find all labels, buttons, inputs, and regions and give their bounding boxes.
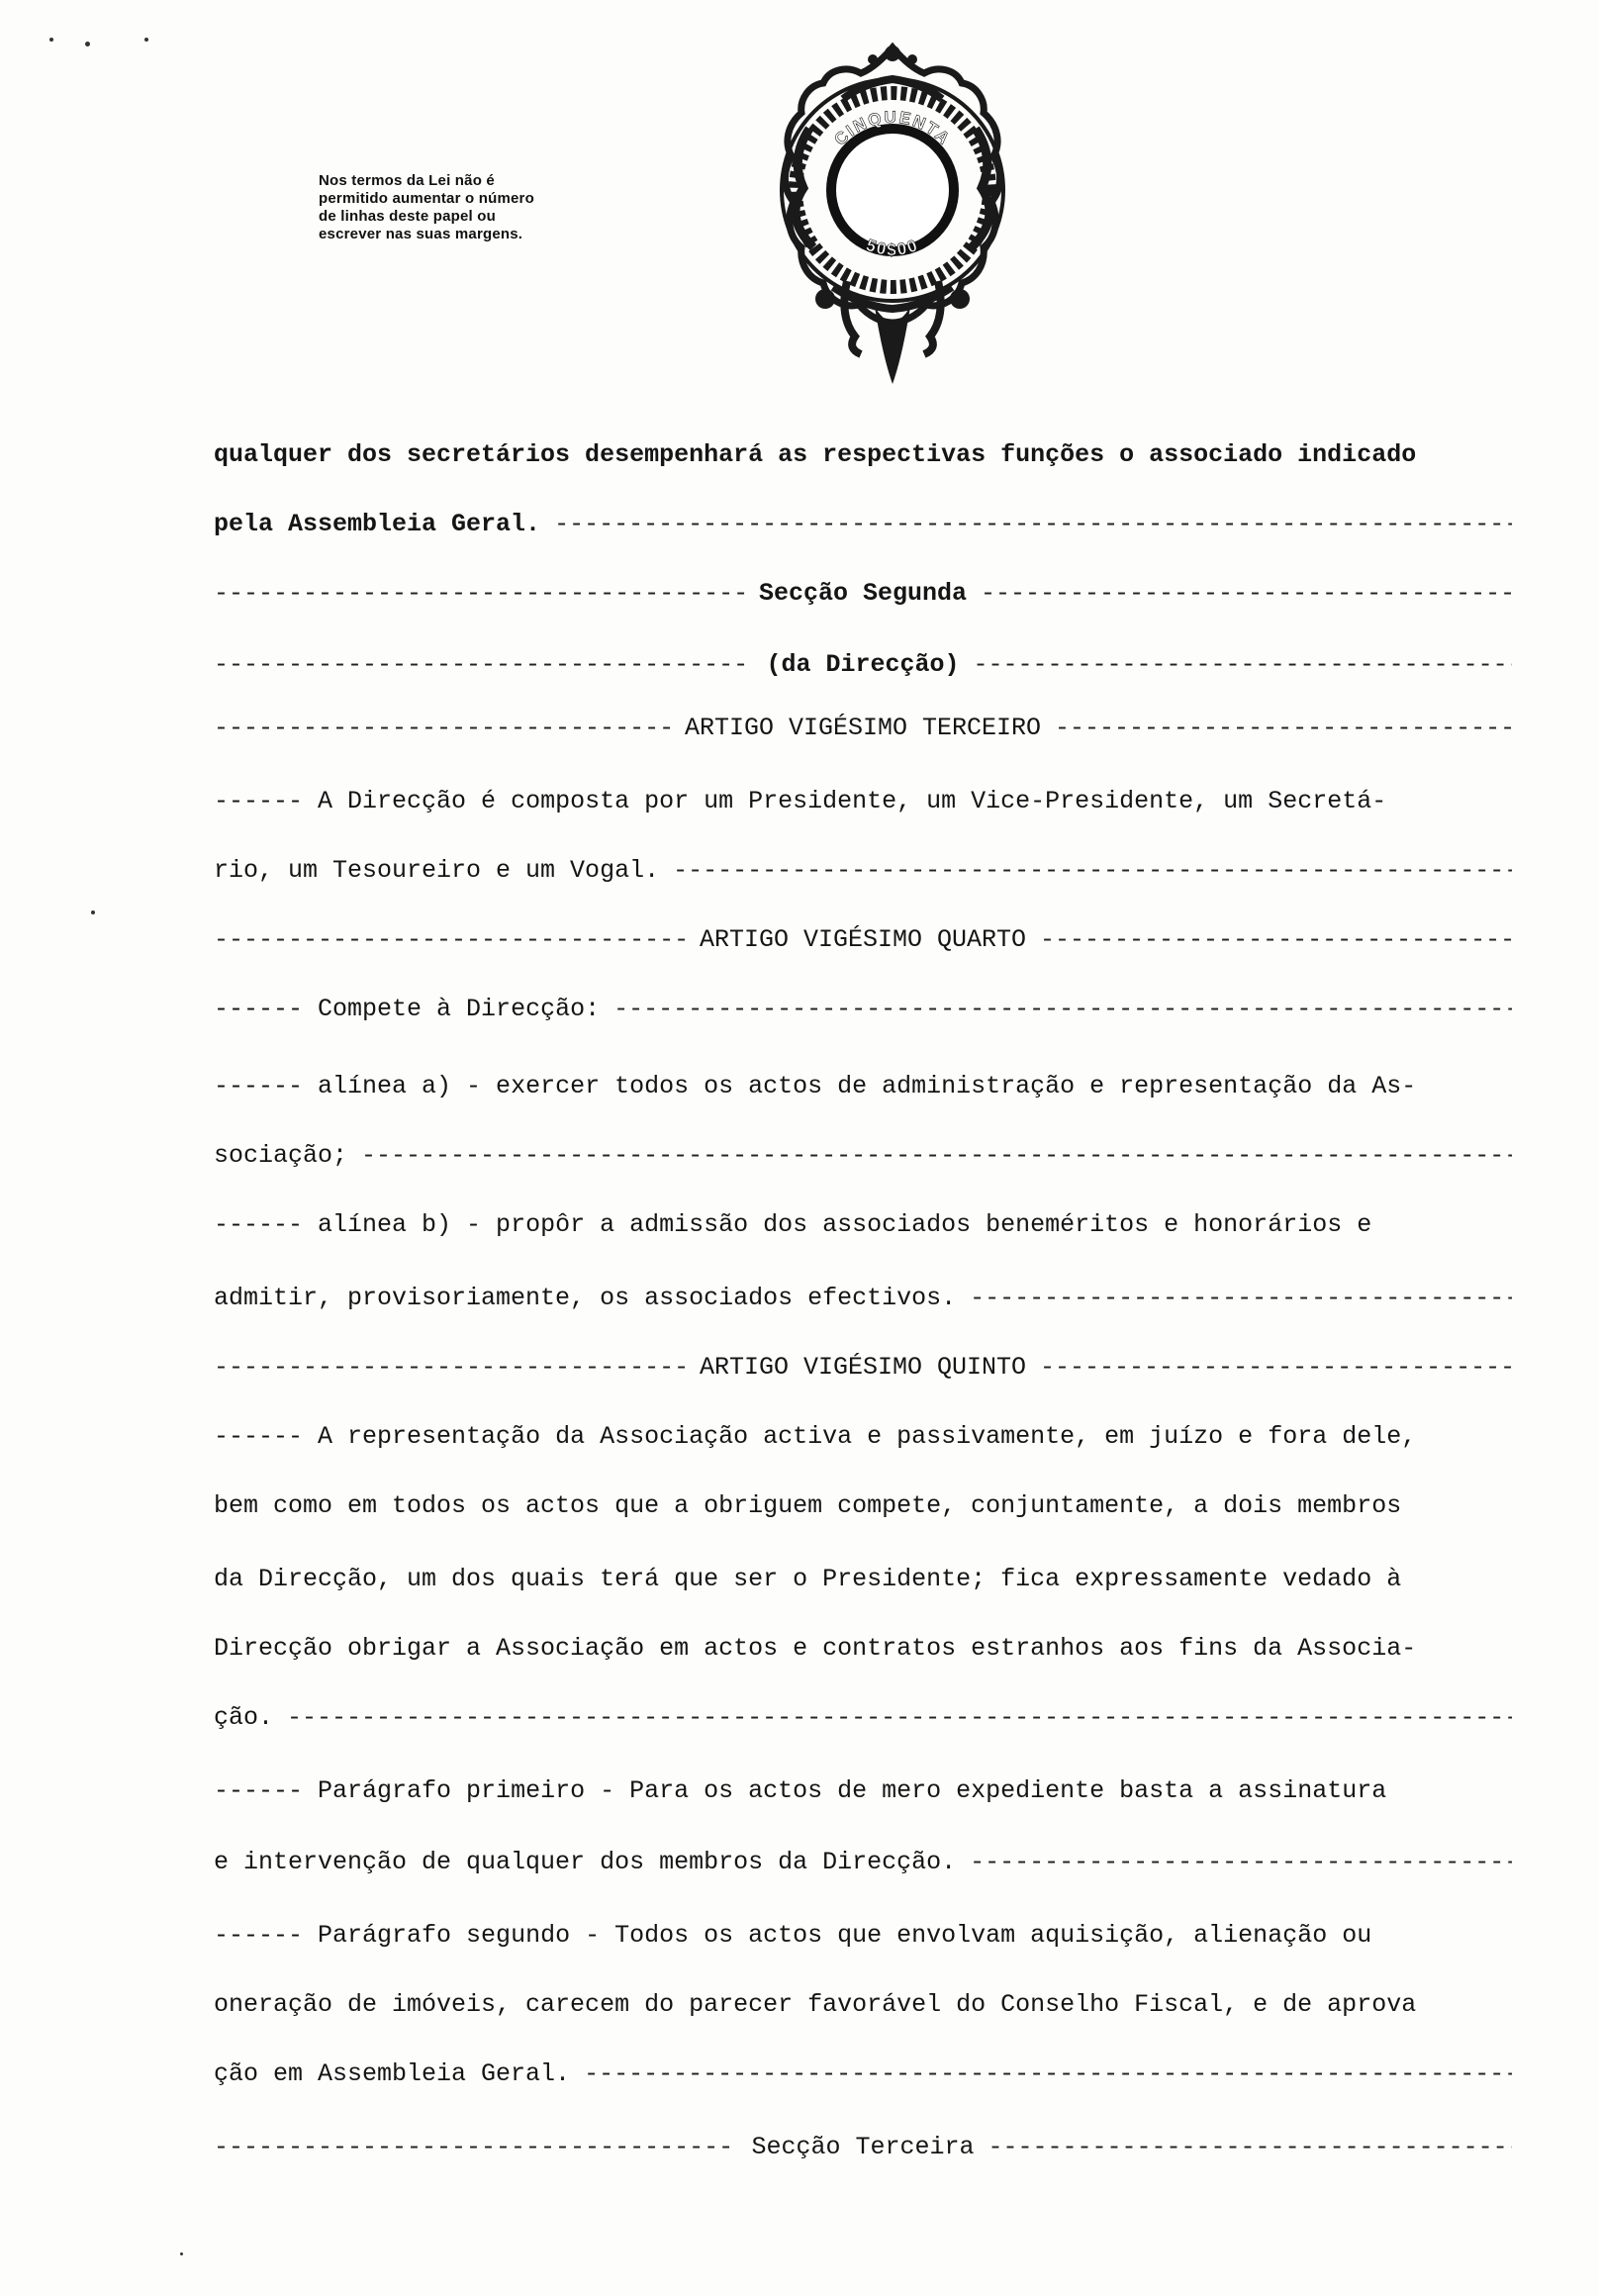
paper-speck: [85, 42, 90, 47]
paper-speck: [91, 910, 95, 914]
paper-speck: [144, 38, 148, 42]
text-line-15: ------ A representação da Associação activa e passivamente, em juízo e fora dele,: [214, 1422, 1417, 1451]
section-subheading-direccao: ----- (da Direcção) -----: [214, 645, 1512, 685]
filler-dashes: [214, 709, 671, 748]
text-line-21: e intervenção de qualquer dos membros da Direcção. -----: [214, 1843, 1512, 1882]
filler-dashes: [1040, 920, 1512, 960]
text-line-17: da Direcção, um dos quais terá que ser o Presidente; fica expressamente vedado à: [214, 1565, 1402, 1593]
filler-dashes: [584, 2055, 1512, 2094]
filler-dashes: [673, 851, 1512, 891]
seal-bottom-text: 50$00: [863, 235, 922, 259]
text-line-10: ------ alínea a) - exercer todos os actos de administração e representação da As-: [214, 1072, 1417, 1100]
text-line-24: ção em Assembleia Geral. -----: [214, 2055, 1512, 2094]
text-line-11: sociação; -----: [214, 1136, 1512, 1176]
filler-dashes: [214, 920, 686, 960]
filler-dashes: [287, 1698, 1512, 1738]
filler-dashes: [970, 1843, 1512, 1882]
seal-top-text: CINQUENTA: [830, 107, 955, 149]
filler-dashes: [974, 645, 1512, 685]
text-line-18: Direcção obrigar a Associação em actos e contratos estranhos aos fins da Associa-: [214, 1634, 1417, 1663]
text-line-19: ção. -----: [214, 1698, 1512, 1738]
text-line-2: pela Assembleia Geral. -----: [214, 505, 1512, 544]
text-line-22: ------ Parágrafo segundo - Todos os actos que envolvam aquisição, alienação ou: [214, 1921, 1372, 1950]
paper-speck: [180, 2252, 183, 2255]
text-line-1: qualquer dos secretários desempenhará as respectivas funções o associado indicado: [214, 440, 1417, 469]
article-heading-25: ----- ARTIGO VIGÉSIMO QUINTO -----: [214, 1348, 1512, 1387]
article-heading-24: ----- ARTIGO VIGÉSIMO QUARTO -----: [214, 920, 1512, 960]
paper-speck: [49, 38, 53, 42]
text-line-9: ------ Compete à Direcção: -----: [214, 990, 1512, 1029]
filler-dashes: [214, 1348, 686, 1387]
text-line-6: ------ A Direcção é composta por um Presidente, um Vice-Presidente, um Secretá-: [214, 787, 1387, 815]
text-line-7: rio, um Tesoureiro e um Vogal. -----: [214, 851, 1512, 891]
filler-dashes: [613, 990, 1512, 1029]
filler-dashes: [214, 574, 745, 614]
text-line-20: ------ Parágrafo primeiro - Para os actos de mero expediente basta a assinatura: [214, 1776, 1387, 1805]
text-line-23: oneração de imóveis, carecem do parecer favorável do Conselho Fiscal, e de aprova: [214, 1990, 1417, 2019]
section-heading-terceira: ----- Secção Terceira -----: [214, 2128, 1512, 2167]
filler-dashes: [214, 2128, 737, 2167]
revenue-stamp-seal: [744, 40, 1041, 388]
article-heading-23: ----- ARTIGO VIGÉSIMO TERCEIRO -----: [214, 709, 1512, 748]
stamp-notice: Nos termos da Lei não é permitido aumentar o número de linhas deste papel ou escrever nas suas margens.: [319, 172, 534, 242]
text-line-12: ------ alínea b) - propôr a admissão dos associados beneméritos e honorários e: [214, 1210, 1372, 1239]
section-heading-segunda: ----- Secção Segunda -----: [214, 574, 1512, 614]
filler-dashes: [981, 574, 1512, 614]
filler-dashes: [361, 1136, 1512, 1176]
filler-dashes: [214, 645, 752, 685]
filler-dashes: [970, 1279, 1512, 1318]
filler-dashes: [1040, 1348, 1512, 1387]
filler-dashes: [988, 2128, 1512, 2167]
filler-dashes: [1055, 709, 1512, 748]
text-line-13: admitir, provisoriamente, os associados efectivos. -----: [214, 1279, 1512, 1318]
filler-dashes: [554, 505, 1512, 544]
text-line-16: bem como em todos os actos que a obriguem compete, conjuntamente, a dois membros: [214, 1491, 1402, 1520]
